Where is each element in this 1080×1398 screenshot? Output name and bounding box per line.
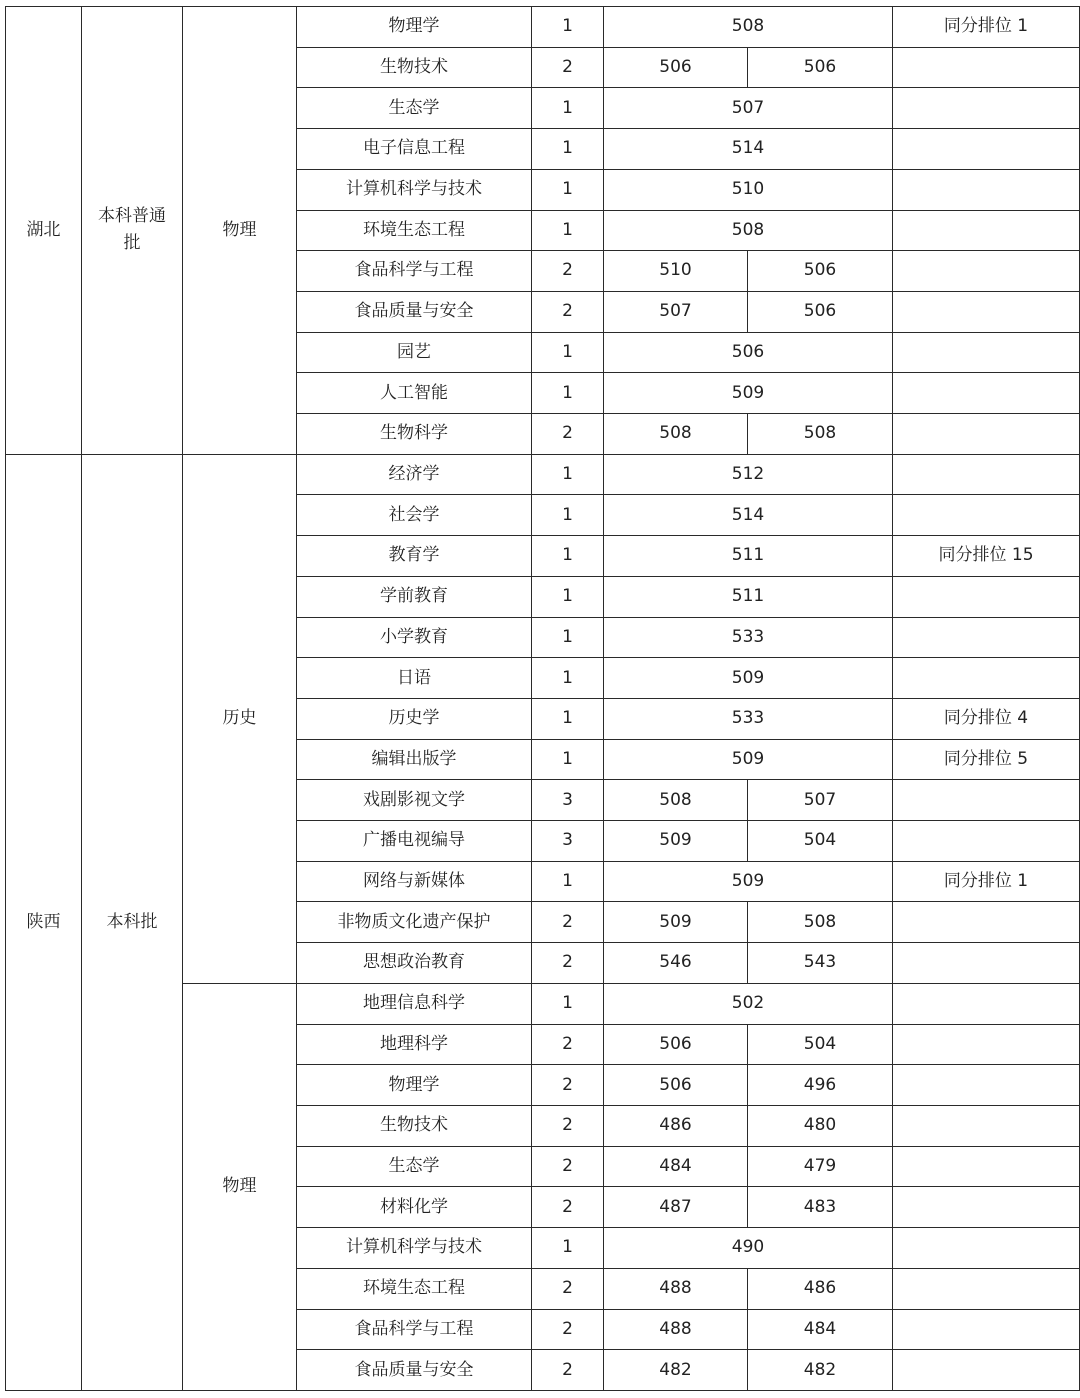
note-cell: 同分排位 1	[893, 7, 1080, 48]
note-cell	[893, 291, 1080, 332]
major-cell: 计算机科学与技术	[297, 1228, 532, 1269]
major-cell: 历史学	[297, 698, 532, 739]
province-cell: 陕西	[6, 454, 82, 1390]
plan-count-cell: 2	[532, 943, 604, 984]
max-score-cell: 506	[604, 47, 748, 88]
max-score-cell: 509	[604, 821, 748, 862]
major-cell: 生物技术	[297, 1105, 532, 1146]
score-cell: 533	[604, 617, 893, 658]
note-cell: 同分排位 5	[893, 739, 1080, 780]
plan-count-cell: 2	[532, 251, 604, 292]
min-score-cell: 506	[748, 291, 893, 332]
score-cell: 509	[604, 861, 893, 902]
score-cell: 514	[604, 129, 893, 170]
plan-count-cell: 1	[532, 129, 604, 170]
plan-count-cell: 1	[532, 658, 604, 699]
plan-count-cell: 1	[532, 373, 604, 414]
plan-count-cell: 2	[532, 1268, 604, 1309]
subject-cell: 物理	[183, 7, 297, 455]
note-cell	[893, 1268, 1080, 1309]
score-cell: 514	[604, 495, 893, 536]
major-cell: 食品科学与工程	[297, 251, 532, 292]
note-cell	[893, 902, 1080, 943]
note-cell	[893, 1024, 1080, 1065]
score-cell: 502	[604, 983, 893, 1024]
plan-count-cell: 2	[532, 1024, 604, 1065]
max-score-cell: 506	[604, 1065, 748, 1106]
note-cell	[893, 1309, 1080, 1350]
note-cell	[893, 1065, 1080, 1106]
plan-count-cell: 1	[532, 739, 604, 780]
note-cell	[893, 129, 1080, 170]
min-score-cell: 504	[748, 1024, 893, 1065]
plan-count-cell: 1	[532, 576, 604, 617]
min-score-cell: 480	[748, 1105, 893, 1146]
score-cell: 508	[604, 7, 893, 48]
plan-count-cell: 1	[532, 495, 604, 536]
min-score-cell: 479	[748, 1146, 893, 1187]
table-body	[6, 7, 1080, 1391]
major-cell: 编辑出版学	[297, 739, 532, 780]
score-cell: 509	[604, 739, 893, 780]
note-cell	[893, 88, 1080, 129]
note-cell	[893, 780, 1080, 821]
max-score-cell: 508	[604, 414, 748, 455]
note-cell	[893, 1105, 1080, 1146]
plan-count-cell: 1	[532, 7, 604, 48]
min-score-cell: 483	[748, 1187, 893, 1228]
plan-count-cell: 1	[532, 169, 604, 210]
plan-count-cell: 2	[532, 47, 604, 88]
batch-cell: 本科普通批	[82, 7, 183, 455]
min-score-cell: 506	[748, 47, 893, 88]
max-score-cell: 546	[604, 943, 748, 984]
score-cell: 490	[604, 1228, 893, 1269]
major-cell: 地理信息科学	[297, 983, 532, 1024]
score-cell: 511	[604, 576, 893, 617]
plan-count-cell: 2	[532, 1350, 604, 1391]
plan-count-cell: 2	[532, 1309, 604, 1350]
plan-count-cell: 2	[532, 291, 604, 332]
plan-count-cell: 2	[532, 1065, 604, 1106]
major-cell: 生物科学	[297, 414, 532, 455]
major-cell: 环境生态工程	[297, 1268, 532, 1309]
min-score-cell: 507	[748, 780, 893, 821]
plan-count-cell: 1	[532, 332, 604, 373]
note-cell	[893, 1187, 1080, 1228]
plan-count-cell: 1	[532, 983, 604, 1024]
note-cell: 同分排位 4	[893, 698, 1080, 739]
score-cell: 511	[604, 536, 893, 577]
major-cell: 园艺	[297, 332, 532, 373]
note-cell	[893, 414, 1080, 455]
note-cell	[893, 658, 1080, 699]
note-cell	[893, 454, 1080, 495]
major-cell: 经济学	[297, 454, 532, 495]
major-cell: 思想政治教育	[297, 943, 532, 984]
major-cell: 学前教育	[297, 576, 532, 617]
major-cell: 网络与新媒体	[297, 861, 532, 902]
plan-count-cell: 1	[532, 210, 604, 251]
plan-count-cell: 1	[532, 617, 604, 658]
note-cell	[893, 373, 1080, 414]
note-cell	[893, 576, 1080, 617]
max-score-cell: 482	[604, 1350, 748, 1391]
max-score-cell: 486	[604, 1105, 748, 1146]
score-cell: 509	[604, 373, 893, 414]
note-cell	[893, 1146, 1080, 1187]
major-cell: 人工智能	[297, 373, 532, 414]
max-score-cell: 487	[604, 1187, 748, 1228]
subject-cell: 历史	[183, 454, 297, 983]
score-cell: 507	[604, 88, 893, 129]
subject-cell: 物理	[183, 983, 297, 1390]
major-cell: 戏剧影视文学	[297, 780, 532, 821]
min-score-cell: 508	[748, 902, 893, 943]
plan-count-cell: 2	[532, 414, 604, 455]
plan-count-cell: 1	[532, 698, 604, 739]
score-cell: 506	[604, 332, 893, 373]
major-cell: 电子信息工程	[297, 129, 532, 170]
plan-count-cell: 2	[532, 902, 604, 943]
max-score-cell: 484	[604, 1146, 748, 1187]
major-cell: 生物技术	[297, 47, 532, 88]
major-cell: 日语	[297, 658, 532, 699]
plan-count-cell: 1	[532, 88, 604, 129]
table-row	[6, 454, 1080, 495]
major-cell: 物理学	[297, 1065, 532, 1106]
major-cell: 教育学	[297, 536, 532, 577]
plan-count-cell: 3	[532, 821, 604, 862]
major-cell: 环境生态工程	[297, 210, 532, 251]
min-score-cell: 486	[748, 1268, 893, 1309]
major-cell: 地理科学	[297, 1024, 532, 1065]
max-score-cell: 508	[604, 780, 748, 821]
major-cell: 小学教育	[297, 617, 532, 658]
max-score-cell: 509	[604, 902, 748, 943]
plan-count-cell: 2	[532, 1105, 604, 1146]
batch-cell: 本科批	[82, 454, 183, 1390]
score-cell: 508	[604, 210, 893, 251]
score-cell: 512	[604, 454, 893, 495]
plan-count-cell: 1	[532, 861, 604, 902]
max-score-cell: 510	[604, 251, 748, 292]
note-cell	[893, 251, 1080, 292]
score-cell: 509	[604, 658, 893, 699]
note-cell	[893, 210, 1080, 251]
min-score-cell: 508	[748, 414, 893, 455]
note-cell	[893, 1228, 1080, 1269]
min-score-cell: 504	[748, 821, 893, 862]
max-score-cell: 488	[604, 1309, 748, 1350]
major-cell: 材料化学	[297, 1187, 532, 1228]
major-cell: 生态学	[297, 1146, 532, 1187]
plan-count-cell: 1	[532, 1228, 604, 1269]
plan-count-cell: 2	[532, 1187, 604, 1228]
min-score-cell: 543	[748, 943, 893, 984]
table-row	[6, 7, 1080, 48]
plan-count-cell: 1	[532, 536, 604, 577]
note-cell	[893, 495, 1080, 536]
score-cell: 510	[604, 169, 893, 210]
max-score-cell: 488	[604, 1268, 748, 1309]
max-score-cell: 506	[604, 1024, 748, 1065]
major-cell: 食品科学与工程	[297, 1309, 532, 1350]
major-cell: 物理学	[297, 7, 532, 48]
note-cell	[893, 332, 1080, 373]
major-cell: 食品质量与安全	[297, 291, 532, 332]
note-cell	[893, 617, 1080, 658]
min-score-cell: 482	[748, 1350, 893, 1391]
note-cell	[893, 983, 1080, 1024]
major-cell: 食品质量与安全	[297, 1350, 532, 1391]
note-cell: 同分排位 15	[893, 536, 1080, 577]
min-score-cell: 484	[748, 1309, 893, 1350]
plan-count-cell: 2	[532, 1146, 604, 1187]
note-cell	[893, 821, 1080, 862]
major-cell: 非物质文化遗产保护	[297, 902, 532, 943]
plan-count-cell: 1	[532, 454, 604, 495]
note-cell	[893, 943, 1080, 984]
plan-count-cell: 3	[532, 780, 604, 821]
min-score-cell: 506	[748, 251, 893, 292]
province-cell: 湖北	[6, 7, 82, 455]
major-cell: 计算机科学与技术	[297, 169, 532, 210]
note-cell: 同分排位 1	[893, 861, 1080, 902]
major-cell: 生态学	[297, 88, 532, 129]
note-cell	[893, 169, 1080, 210]
score-cell: 533	[604, 698, 893, 739]
major-cell: 广播电视编导	[297, 821, 532, 862]
major-cell: 社会学	[297, 495, 532, 536]
admission-score-table	[5, 6, 1080, 1391]
max-score-cell: 507	[604, 291, 748, 332]
min-score-cell: 496	[748, 1065, 893, 1106]
note-cell	[893, 1350, 1080, 1391]
note-cell	[893, 47, 1080, 88]
